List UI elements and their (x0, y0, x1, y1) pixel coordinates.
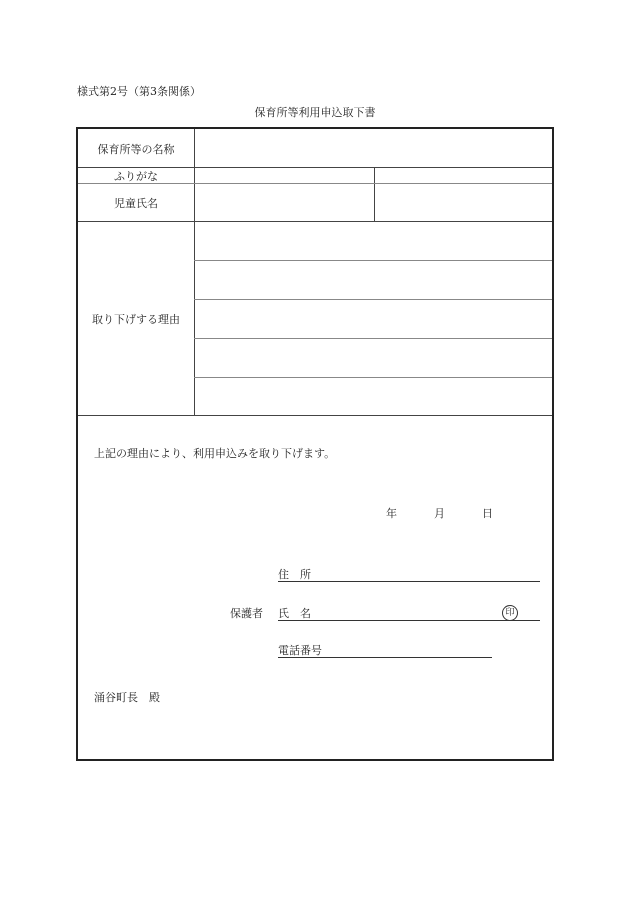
date-day-label: 日 (482, 507, 493, 520)
furigana-label: ふりがな (114, 170, 158, 183)
reason-line-1 (194, 260, 552, 261)
address-line (278, 581, 540, 582)
form-number: 様式第2号（第3条関係） (77, 85, 201, 98)
document-title: 保育所等利用申込取下書 (254, 106, 376, 119)
phone-line (278, 657, 492, 658)
reason-line-3 (194, 338, 552, 339)
facility-name-label: 保育所等の名称 (97, 143, 175, 156)
application-form-frame (76, 127, 554, 761)
withdrawal-statement: 上記の理由により、利用申込みを取り下げます。 (94, 447, 336, 460)
row-divider-child (78, 221, 552, 222)
addressee: 涌谷町長 殿 (94, 691, 160, 704)
guardian-label: 保護者 (230, 607, 263, 620)
address-label: 住 所 (278, 568, 311, 581)
child-name-divider (374, 167, 375, 221)
phone-label: 電話番号 (278, 644, 322, 657)
seal-icon: 印 (502, 605, 518, 621)
row-divider-reason (78, 415, 552, 416)
reason-line-4 (194, 377, 552, 378)
date-month-label: 月 (434, 507, 445, 520)
reason-label: 取り下げする理由 (92, 313, 180, 326)
reason-line-2 (194, 299, 552, 300)
guardian-name-label: 氏 名 (278, 607, 311, 620)
date-year-label: 年 (386, 507, 397, 520)
label-column-divider (194, 129, 195, 415)
child-name-label: 児童氏名 (114, 197, 158, 210)
guardian-name-line (278, 620, 540, 621)
